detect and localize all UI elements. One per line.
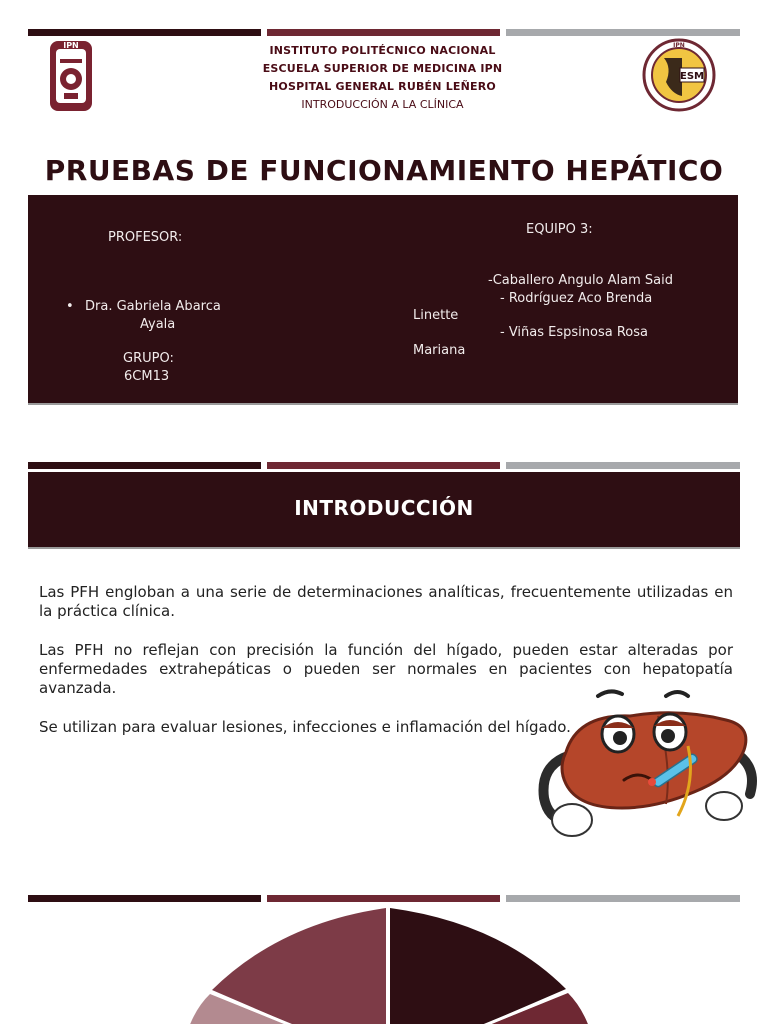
top-bar-dark [28,29,261,36]
intro-paragraph-1: Las PFH engloban a una serie de determinaciones analíticas, frecuentemente utilizadas en la práctica clínica. [39,583,733,620]
team-member-1: -Caballero Angulo Alam Said [488,273,673,288]
info-panel [28,195,738,404]
top-bar-maroon [267,29,500,36]
team-member-2-cont: Linette [413,308,459,323]
header-line-1: INSTITUTO POLITÉCNICO NACIONAL [269,44,496,57]
intro-paragraph-2: Las PFH no reflejan con precisión la función del hígado, pueden estar alteradas por enfermedades extrahepáticas o pueden ser normales en pacientes con hepatopatía avanzada. [39,641,733,697]
panel-bottom-rule [28,403,738,405]
intro-paragraph-3: Se utilizan para evaluar lesiones, infecciones e inflamación del hígado. [39,718,571,736]
team-member-3-cont: Mariana [413,343,466,358]
header-line-3: HOSPITAL GENERAL RUBÉN LEÑERO [269,80,496,93]
esm-logo-text: ESM [680,71,704,82]
ipn-logo-icon [44,37,98,115]
slide2-bar-maroon [267,462,500,469]
institution-header [230,42,535,114]
profesor-name-2: Ayala [140,317,176,332]
intro-heading-band [28,472,740,549]
sick-liver-illustration-icon [538,686,760,842]
esm-logo-icon [642,38,716,112]
grupo-label: GRUPO: [123,351,174,366]
bullet: • [66,299,74,314]
slide2-bar-dark [28,462,261,469]
slide3-bar-grey [506,895,740,902]
equipo-label: EQUIPO 3: [526,222,593,237]
ipn-logo-text: IPN [63,41,79,50]
radial-segment-graphic [0,905,768,1024]
profesor-label: PROFESOR: [108,230,183,245]
header-line-4: INTRODUCCIÓN A LA CLÍNICA [301,98,464,111]
slide3-bar-maroon [267,895,500,902]
page-title: PRUEBAS DE FUNCIONAMIENTO HEPÁTICO [44,154,724,187]
intro-heading: INTRODUCCIÓN [294,496,474,520]
top-bar-grey [506,29,740,36]
esm-logo-top-text: IPN [673,42,685,49]
team-member-2: - Rodríguez Aco Brenda [500,291,653,306]
profesor-name-1: Dra. Gabriela Abarca [85,299,221,314]
slide2-bar-grey [506,462,740,469]
slide3-bar-dark [28,895,261,902]
team-member-3: - Viñas Espsinosa Rosa [500,325,648,340]
header-line-2: ESCUELA SUPERIOR DE MEDICINA IPN [262,62,503,75]
grupo-value: 6CM13 [124,369,170,384]
